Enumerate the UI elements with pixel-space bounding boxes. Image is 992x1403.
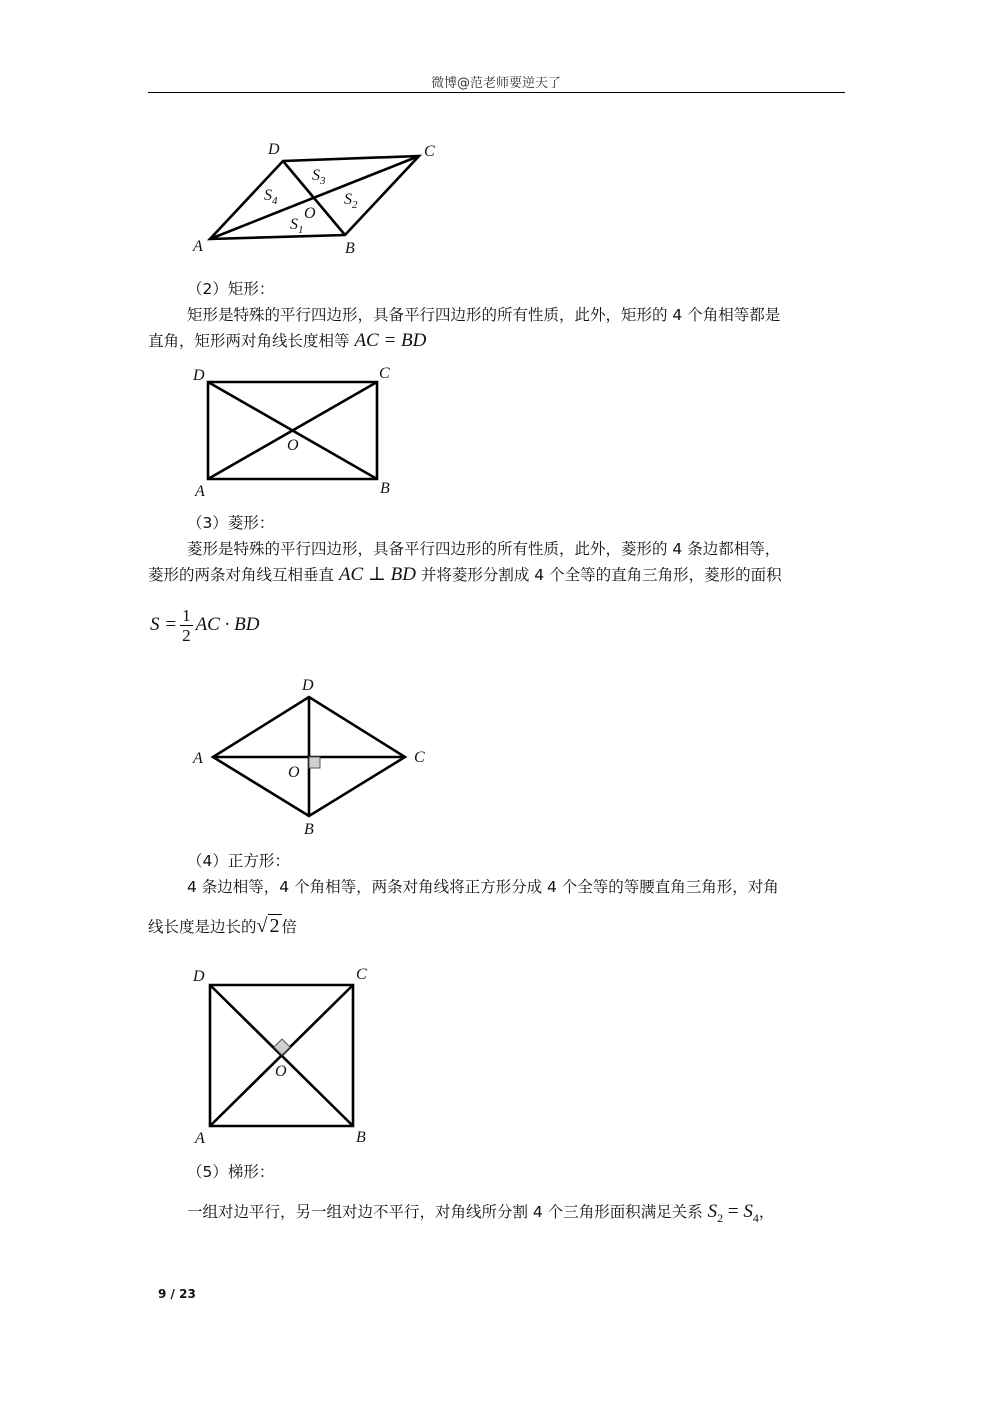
rhombus-area-formula: S = $\frac{1}{2}$ AC · BD xyxy=(150,606,260,645)
label-c: C xyxy=(379,365,390,382)
page-header: 微博@范老师要逆天了 xyxy=(430,76,561,91)
label-a: A xyxy=(195,483,205,500)
label-a: A xyxy=(193,238,203,255)
label-d: D xyxy=(193,367,205,384)
label-d: D xyxy=(193,968,205,985)
label-o: O xyxy=(287,437,299,454)
label-d: D xyxy=(302,677,314,694)
label-b: B xyxy=(345,240,355,257)
sqrt-two: √ 2 xyxy=(256,915,280,937)
right-angle-marker xyxy=(309,757,320,768)
label-b: B xyxy=(380,480,390,497)
header-divider xyxy=(148,92,845,93)
rhombus-perp-formula: AC ⊥ BD xyxy=(338,564,416,585)
square-text-2: 线长度是边长的√ 2 倍 xyxy=(148,915,298,937)
rhombus-figure xyxy=(185,670,435,840)
square-heading: （4）正方形： xyxy=(187,852,290,870)
rectangle-text-2: 直角，矩形两对角线长度相等 AC = BD xyxy=(148,330,427,351)
page-number: 9 / 23 xyxy=(158,1287,196,1301)
label-s3: $S_3$ xyxy=(312,167,326,187)
label-s4: $S_4$ xyxy=(264,187,278,207)
label-s1: $S_1$ xyxy=(290,216,304,236)
label-c: C xyxy=(424,143,435,160)
label-s2: $S_2$ xyxy=(344,191,358,211)
rhombus-text-1: 菱形是特殊的平行四边形，具备平行四边形的所有性质，此外，菱形的 4 条边都相等， xyxy=(187,540,781,558)
trapezoid-heading: （5）梯形： xyxy=(187,1163,275,1181)
rectangle-figure xyxy=(185,360,405,500)
label-c: C xyxy=(414,749,425,766)
rectangle-formula: AC = BD xyxy=(354,330,427,351)
trapezoid-text-1: 一组对边平行，另一组对边不平行，对角线所分割 4 个三角形面积满足关系 $S_2 = S_4$， xyxy=(187,1201,775,1225)
right-angle-marker xyxy=(274,1039,290,1055)
label-b: B xyxy=(304,821,314,838)
label-o: O xyxy=(288,764,300,781)
rectangle-heading: （2）矩形： xyxy=(187,280,275,298)
label-b: B xyxy=(356,1129,366,1146)
square-text-1: 4 条边相等，4 个角相等，两条对角线将正方形分成 4 个全等的等腰直角三角形，对角 xyxy=(187,878,779,896)
label-o: O xyxy=(304,205,316,222)
rectangle-text-1: 矩形是特殊的平行四边形，具备平行四边形的所有性质，此外，矩形的 4 个角相等都是 xyxy=(187,306,781,324)
rhombus-heading: （3）菱形： xyxy=(187,514,275,532)
label-a: A xyxy=(193,750,203,767)
label-c: C xyxy=(356,966,367,983)
label-a: A xyxy=(195,1130,205,1147)
parallelogram-figure xyxy=(180,130,460,260)
square-figure xyxy=(185,960,385,1150)
rhombus-text-2: 菱形的两条对角线互相垂直 AC ⊥ BD 并将菱形分割成 4 个全等的直角三角形，菱形的面积 xyxy=(148,564,782,585)
label-o: O xyxy=(275,1063,287,1080)
label-d: D xyxy=(268,141,280,158)
